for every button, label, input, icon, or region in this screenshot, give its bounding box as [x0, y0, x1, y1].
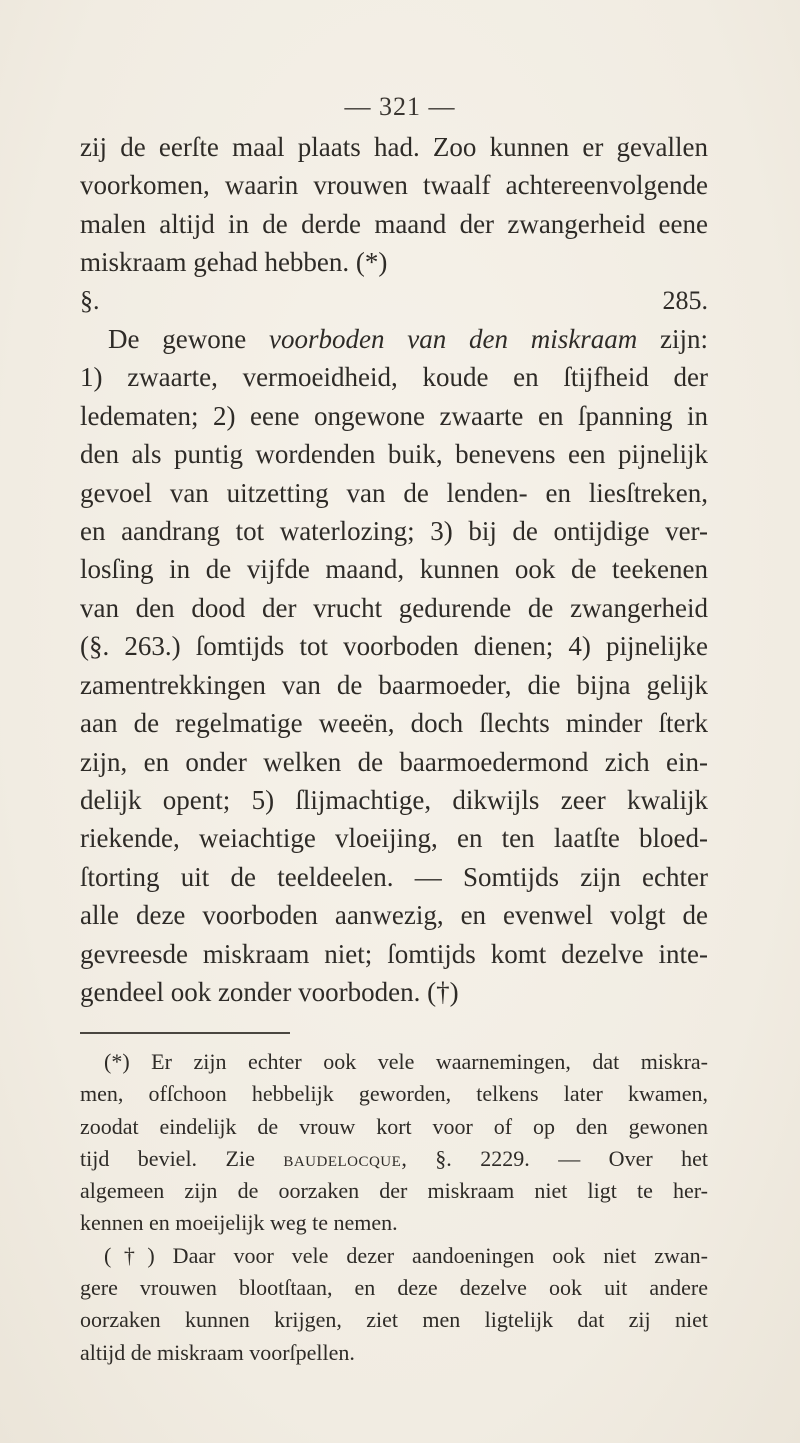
paragraph-intro [80, 320, 708, 358]
footnote-text: , §. 2229. — Over het [401, 1145, 709, 1171]
text-line: riekende, weiachtige vloeijing, en ten laatſte bloed- [80, 823, 708, 854]
intro-italic-term: voorboden van den miskraam [268, 324, 638, 355]
text-line: malen altijd in de derde maand der zwangerheid eene [80, 208, 708, 239]
footnote-line: gere vrouwen blootſtaan, en deze dezelve ook uit andere [80, 1275, 708, 1301]
text-line: ſtorting uit de teeldeelen. — Somtijds zijn echter [80, 861, 708, 892]
section-heading: §. 285. [80, 285, 708, 315]
footnote-line: (*) Er zijn echter ook vele waarnemingen, dat miskra- [104, 1049, 708, 1074]
text-line: zijn, en onder welken de baarmoedermond zich ein- [80, 746, 708, 777]
page-number: — 321 — [344, 92, 456, 121]
footnote-line: algemeen zijn de oorzaken der miskraam niet ligt te her- [80, 1178, 708, 1204]
footnote-line: zoodat eindelijk de vrouw kort voor of op den gewonen [80, 1113, 708, 1139]
main-text [80, 128, 708, 1011]
cited-author: baudelocque [283, 1145, 402, 1171]
text-line: voorkomen, waarin vrouwen twaalf achtereenvolgende [80, 170, 708, 201]
text-line: zamentrekkingen van de baarmoeder, die bijna gelijk [80, 669, 708, 700]
footnotes [80, 1046, 708, 1369]
text-line: ledematen; 2) eene ongewone zwaarte en ſpanning in [80, 400, 708, 431]
intro-text-end: zijn: [637, 324, 708, 355]
footnote-line: (†) Daar voor vele dezer aandoeningen ook niet zwan- [104, 1242, 708, 1268]
text-line: zij de eerſte maal plaats had. Zoo kunnen er gevallen [80, 132, 708, 162]
text-line: losſing in de vijfde maand, kunnen ook de teekenen [80, 554, 708, 585]
text-line: den als puntig wordenden buik, benevens een pijnelijk [80, 439, 708, 470]
text-line: en aandrang tot waterlozing; 3) bij de ontijdige ver- [80, 516, 708, 547]
text-line: gendeel ook zonder voorboden. (†) [80, 976, 459, 1007]
text-line: 1) zwaarte, vermoeidheid, koude en ſtijfheid der [80, 362, 708, 393]
text-line: aan de regelmatige weeën, doch ſlechts minder ſterk [80, 708, 708, 739]
text-line: delijk opent; 5) ſlijmachtige, dikwijls zeer kwalijk [80, 784, 708, 815]
footnote-divider [80, 1032, 290, 1034]
footnote-line: kennen en moeijelijk weg te nemen. [80, 1210, 398, 1236]
text-line: gevoel van uitzetting van de lenden- en liesſtreken, [80, 477, 708, 508]
footnote-line: altijd de miskraam voorſpellen. [80, 1339, 355, 1365]
footnote-line: oorzaken kunnen krijgen, ziet men ligtelijk dat zij niet [80, 1307, 708, 1333]
footnote-line [80, 1143, 708, 1175]
text-line: gevreesde miskraam niet; ſomtijds komt dezelve inte- [80, 938, 708, 969]
intro-text: De gewone [108, 324, 269, 355]
text-line: miskraam gehad hebben. (*) [80, 247, 388, 278]
text-line: (§. 263.) ſomtijds tot voorboden dienen; 4) pijnelijke [80, 631, 708, 662]
footnote-text: tijd beviel. Zie [80, 1145, 284, 1171]
text-line: van den dood der vrucht gedurende de zwangerheid [80, 592, 708, 623]
footnote-line: men, ofſchoon hebbelijk geworden, telkens later kwamen, [80, 1081, 708, 1107]
text-line: alle deze voorboden aanwezig, en evenwel volgt de [80, 900, 708, 931]
